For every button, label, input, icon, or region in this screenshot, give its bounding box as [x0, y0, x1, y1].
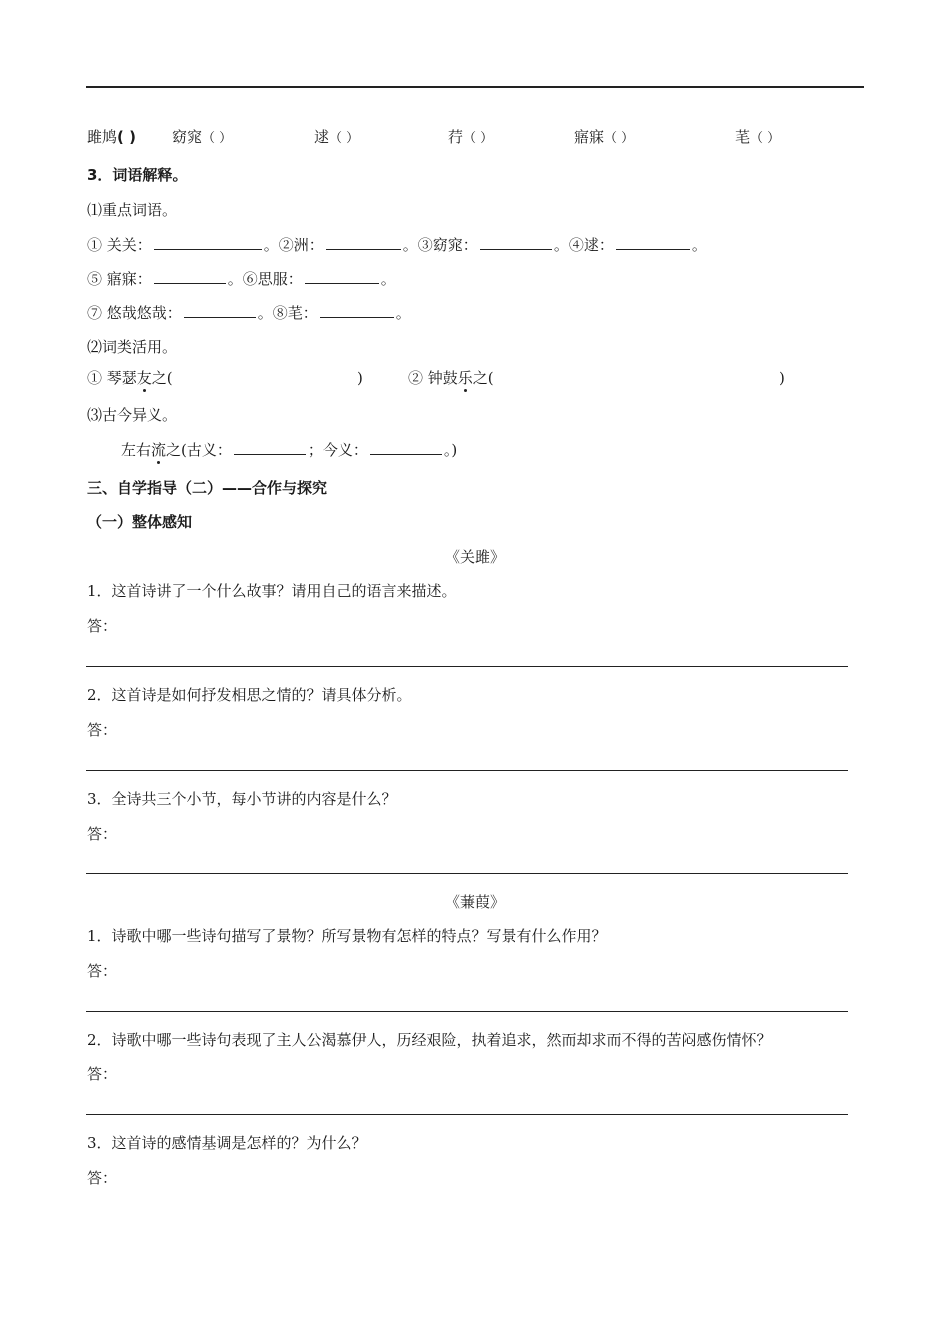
pinyin-item-2: 窈窕（ ） [172, 128, 233, 146]
blank[interactable] [184, 302, 256, 318]
blank[interactable] [305, 268, 379, 284]
poem-title-jianjia: 《蒹葭》 [444, 893, 505, 911]
answer-label: 答： [87, 825, 118, 843]
blank[interactable] [480, 234, 552, 250]
answer-line[interactable] [86, 770, 848, 771]
pinyin-item-3: 逑（ ） [314, 128, 360, 146]
question: 3．这首诗的感情基调是怎样的？为什么？ [87, 1134, 367, 1152]
answer-label: 答： [87, 1169, 118, 1187]
answer-line[interactable] [86, 873, 848, 874]
answer-label: 答： [87, 721, 118, 739]
part-3-title: 三、自学指导（二）——合作与探究 [87, 479, 328, 497]
blank[interactable] [370, 439, 442, 455]
word-class-item-1: ① 琴瑟友之( [87, 369, 173, 387]
question: 2．诗歌中哪一些诗句表现了主人公渴慕伊人，历经艰险，执着追求，然而却求而不得的苦闷感伤情怀？ [87, 1031, 772, 1049]
answer-label: 答： [87, 617, 118, 635]
overall-perception-title: （一）整体感知 [87, 513, 193, 531]
pinyin-item-5: 寤寐（ ） [574, 128, 635, 146]
blank[interactable] [326, 234, 401, 250]
key-words-line-2: ⑤ 寤寐： 。⑥思服： 。 [87, 270, 396, 288]
ancient-modern-item: 左右流之(古义： ；今义： 。) [121, 441, 458, 459]
word-class-item-1-close: ) [357, 369, 363, 387]
question: 3．全诗共三个小节，每小节讲的内容是什么？ [87, 790, 397, 808]
header-rule [86, 86, 864, 88]
word-class-item-2-close: ) [779, 369, 785, 387]
question: 1．这首诗讲了一个什么故事？请用自己的语言来描述。 [87, 582, 457, 600]
blank[interactable] [616, 234, 690, 250]
blank[interactable] [154, 234, 262, 250]
word-class-title: ⑵词类活用。 [87, 338, 178, 356]
blank[interactable] [154, 268, 226, 284]
pinyin-item-1: 雎鸠( ) [87, 128, 136, 146]
pinyin-item-6: 芼（ ） [735, 128, 781, 146]
ancient-modern-title: ⑶古今异义。 [87, 406, 178, 424]
key-words-line-1: ① 关关： 。②洲： 。③窈窕： 。④逑： 。 [87, 236, 707, 254]
question: 2．这首诗是如何抒发相思之情的？请具体分析。 [87, 686, 412, 704]
blank[interactable] [320, 302, 394, 318]
poem-title-guanju: 《关雎》 [444, 548, 505, 566]
pinyin-item-4: 荇（ ） [448, 128, 494, 146]
section-3-title: 3．词语解释。 [87, 166, 188, 184]
answer-line[interactable] [86, 666, 848, 667]
answer-label: 答： [87, 1065, 118, 1083]
answer-line[interactable] [86, 1011, 848, 1012]
blank[interactable] [234, 439, 306, 455]
answer-label: 答： [87, 962, 118, 980]
key-words-title: ⑴重点词语。 [87, 201, 178, 219]
word-class-item-2: ② 钟鼓乐之( [408, 369, 494, 387]
question: 1．诗歌中哪一些诗句描写了景物？所写景物有怎样的特点？写景有什么作用？ [87, 927, 607, 945]
key-words-line-3: ⑦ 悠哉悠哉： 。⑧芼： 。 [87, 304, 411, 322]
answer-line[interactable] [86, 1114, 848, 1115]
